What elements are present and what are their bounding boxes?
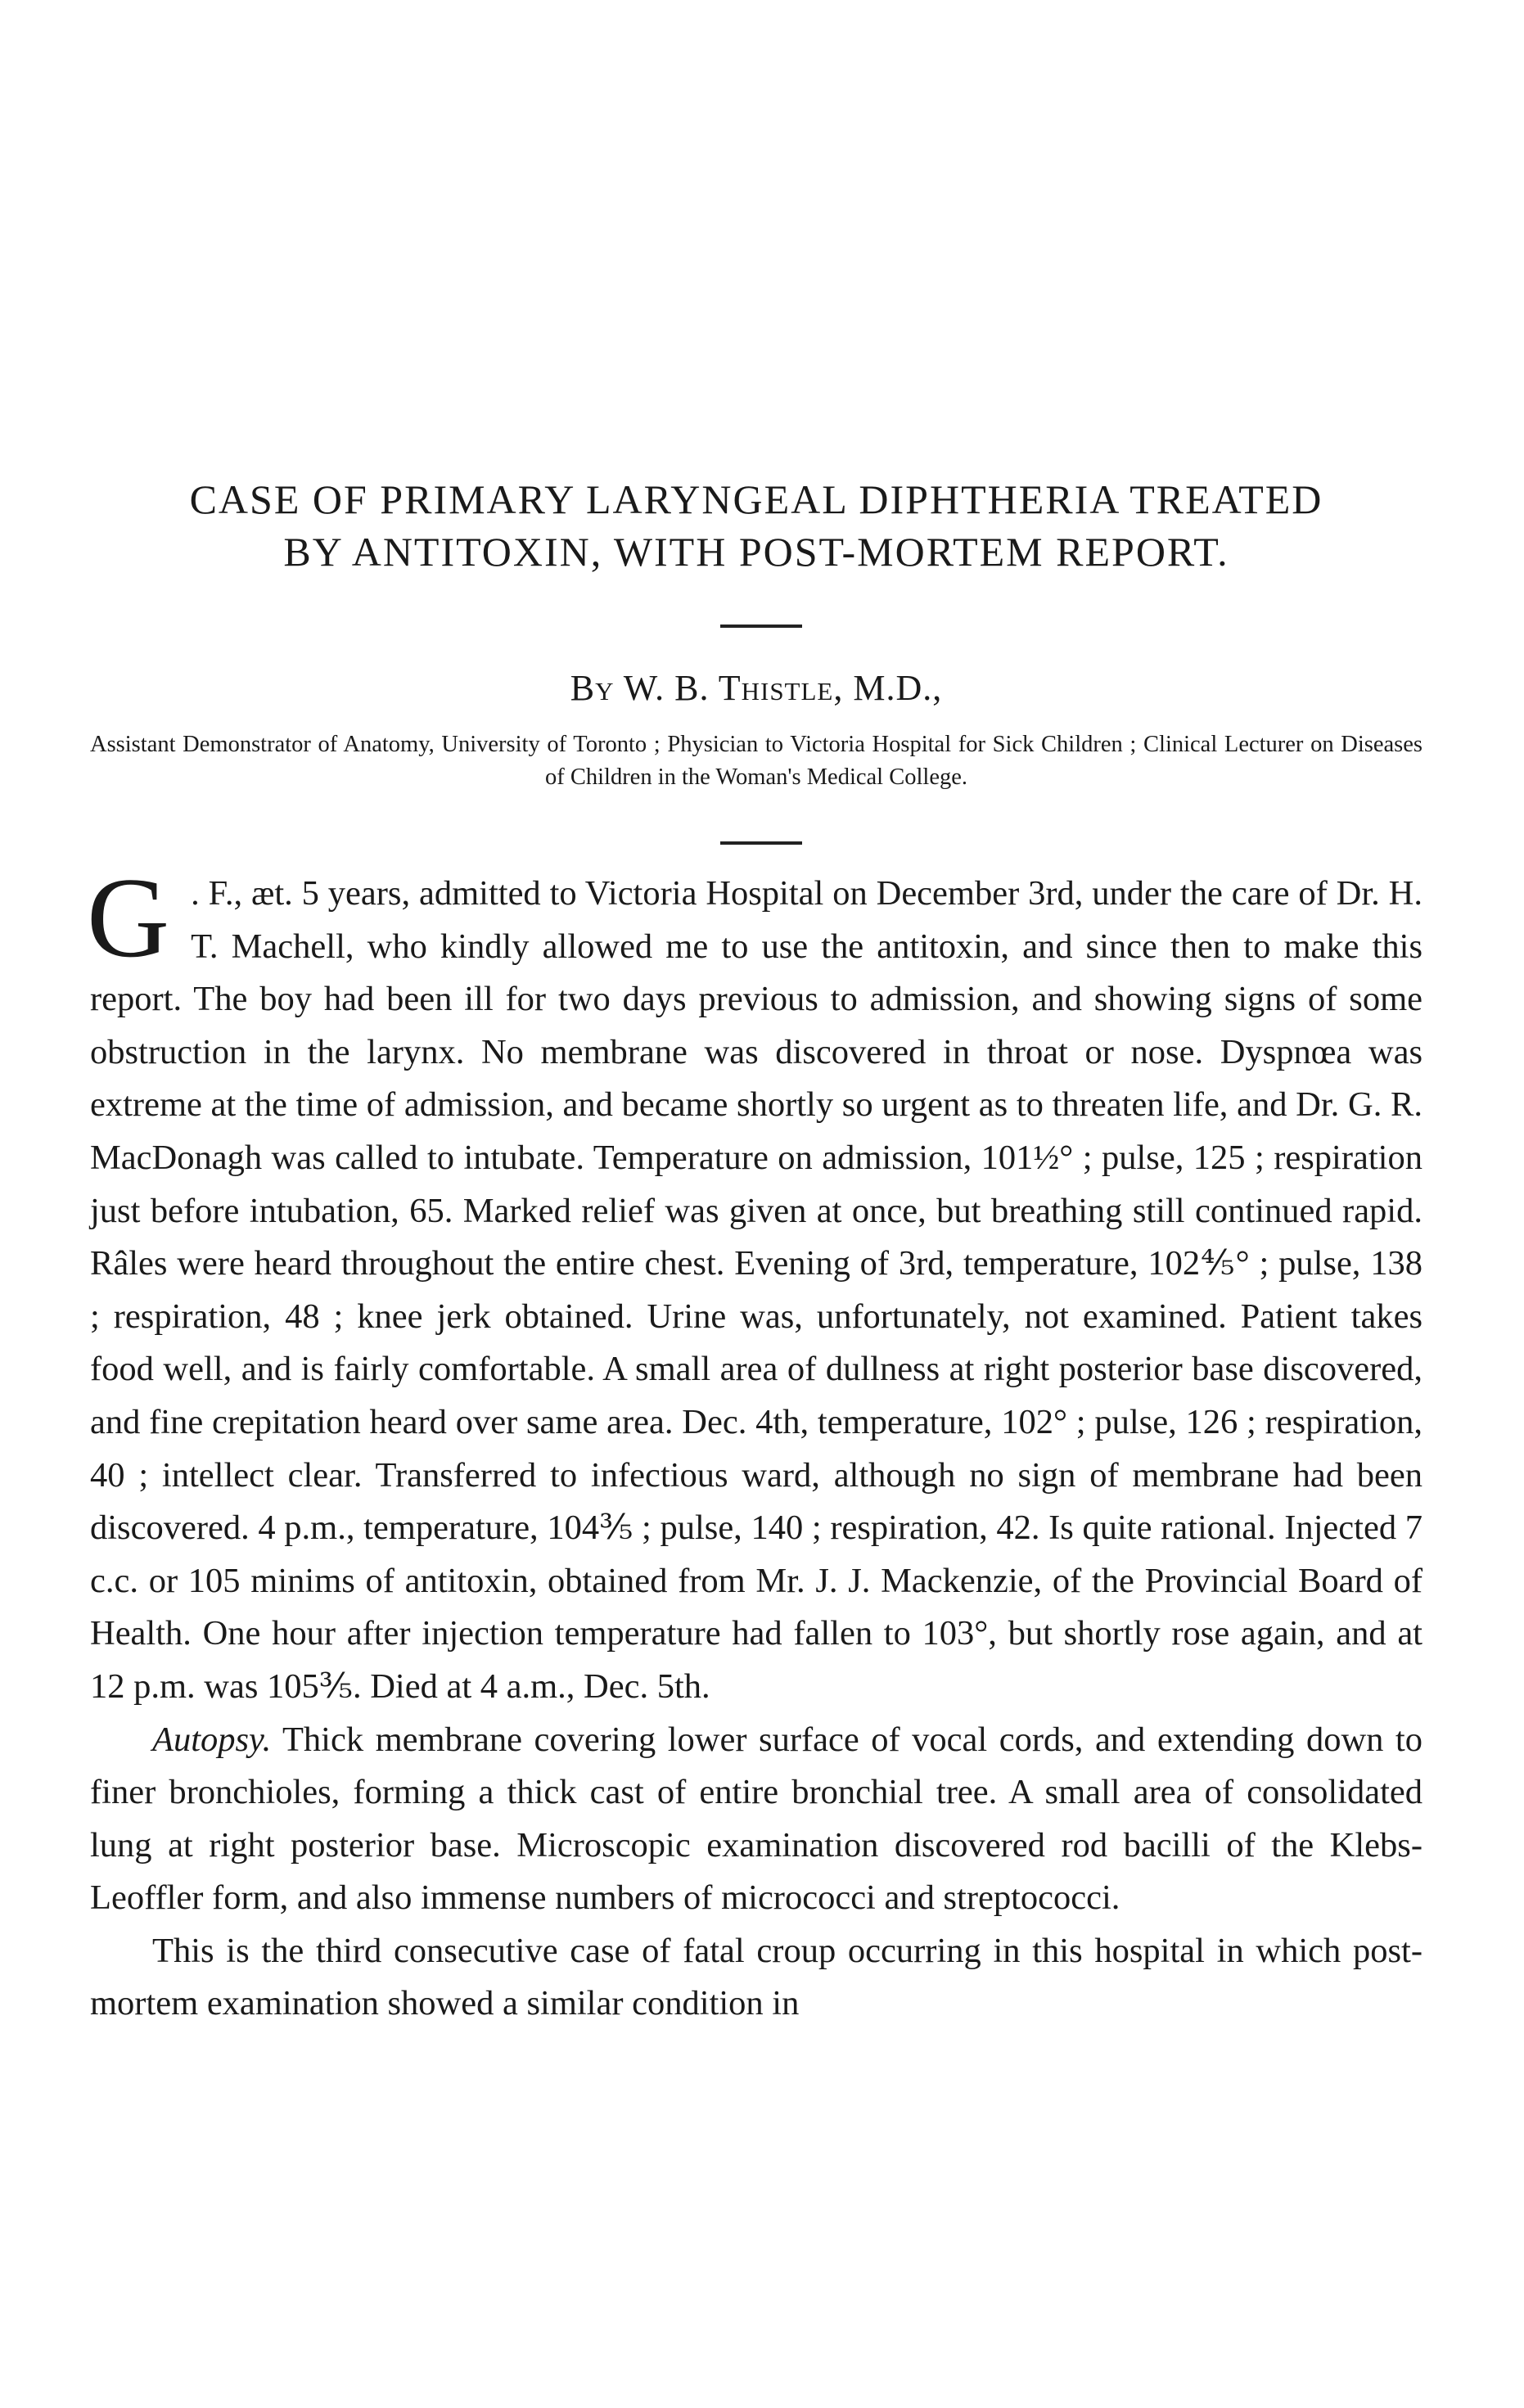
paragraph-text: This is the third consecutive case of fatal croup occurring in this hospital in which post-mortem examination showed a similar condition in <box>90 1931 1423 2023</box>
title-line-1: CASE OF PRIMARY LARYNGEAL DIPHTHERIA TREATED <box>189 476 1323 522</box>
byline-prefix: By <box>570 668 624 708</box>
paragraph-text: . F., æt. 5 years, admitted to Victoria Hospital on December 3rd, under the care of Dr. H. T. Machell, who kindly allowed me to use the antitoxin, and since then to make this report. The boy had been ill for two days previous to admission, and showing signs of some obstruction in the larynx. No membrane was discovered in throat or nose. Dyspnœa was extreme at the time of admission, and became shortly so urgent as to threaten life, and Dr. G. R. MacDonagh was called to intubate. Temperature on admission, 101½° ; pulse, 125 ; respiration just before intubation, 65. Marked relief was given at once, but breathing still continued rapid. Râles were heard throughout the entire chest. Evening of 3rd, temperature, 102⅘° ; pulse, 138 ; respiration, 48 ; knee jerk obtained. Urine was, unfortunately, not examined. Patient takes food well, and is fairly comfortable. A small area of dullness at right posterior base discovered, and fine crepitation heard over same area. Dec. 4th, temperature, 102° ; pulse, 126 ; respiration, 40 ; intellect clear. Transferred to infectious ward, although no sign of membrane had been discovered. 4 p.m., temperature, 104⅗ ; pulse, 140 ; respiration, 42. Is quite rational. Injected 7 c.c. or 105 minims of antitoxin, obtained from Mr. J. J. Mackenzie, of the Provincial Board of Health. One hour after injection temperature had fallen to 103°, but shortly rose again, and at 12 p.m. was 105⅗. Died at 4 a.m., Dec. 5th. <box>90 874 1423 1706</box>
divider-rule <box>720 841 802 845</box>
author-name: W. B. Thistle, M.D., <box>623 668 943 708</box>
byline <box>90 667 1423 709</box>
divider-rule <box>720 625 802 628</box>
paragraph <box>90 1925 1423 2031</box>
paragraph <box>90 1714 1423 1925</box>
autopsy-label: Autopsy. <box>152 1720 272 1759</box>
title-line-2: BY ANTITOXIN, WITH POST-MORTEM REPORT. <box>283 529 1229 575</box>
paragraph <box>87 855 1423 1714</box>
article-body <box>87 855 1423 2031</box>
paragraph-text: Thick membrane covering lower surface of vocal cords, and extending down to finer bronchioles, forming a thick cast of entire bronchial tree. A small area of consolidated lung at right posterior base. Microscopic examination discovered rod bacilli of the Klebs-Leoffler form, and also immense numbers of micrococci and streptococci. <box>90 1720 1423 1918</box>
drop-cap: G <box>87 855 170 981</box>
article-title <box>90 473 1423 578</box>
author-affiliation: Assistant Demonstrator of Anatomy, University of Toronto ; Physician to Victoria Hospital for Sick Children ; Clinical Lecturer on Diseases of Children in the Woman's Medical College. <box>90 732 1423 790</box>
